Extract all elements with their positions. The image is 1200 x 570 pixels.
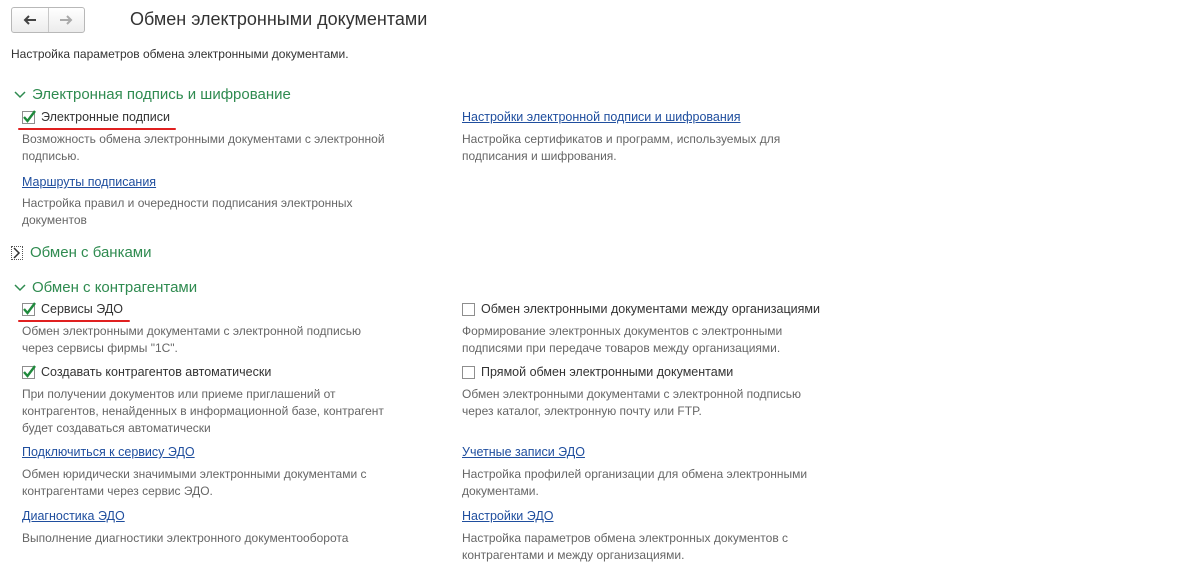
inter-org-label: Обмен электронными документами между организациями — [481, 302, 820, 316]
checkmark-icon — [22, 364, 37, 379]
edo-services-checkbox[interactable] — [22, 303, 35, 316]
auto-create-label: Создавать контрагентов автоматически — [41, 365, 272, 379]
edo-services-checkbox-row[interactable] — [22, 302, 123, 316]
auto-create-checkbox-row[interactable] — [22, 365, 271, 379]
auto-create-description: При получении документов или приеме приглашений от контрагентов, ненайденных в информационной базе, контрагент будет создаваться автоматически — [22, 387, 384, 435]
forward-button[interactable] — [48, 8, 85, 32]
signatures-description: Возможность обмена электронными документами с электронной подписью. — [22, 132, 385, 163]
edo-services-label: Сервисы ЭДО — [41, 302, 124, 316]
inter-org-checkbox[interactable] — [462, 303, 475, 316]
edo-services-description: Обмен электронными документами с электронной подписью через сервисы фирмы "1С". — [22, 324, 361, 355]
back-button[interactable] — [12, 8, 48, 32]
section-banks-header[interactable] — [11, 244, 152, 261]
section-counterparties-header[interactable] — [11, 279, 197, 296]
edo-settings-description: Настройка параметров обмена электронных документов с контрагентами и между организациями. — [462, 531, 789, 562]
inter-org-description: Формирование электронных документов с электронными подписями при передаче товаров между организациями. — [462, 324, 783, 355]
auto-create-checkbox[interactable] — [22, 366, 35, 379]
edo-settings-link[interactable]: Настройки ЭДО — [462, 509, 554, 523]
checkmark-icon — [22, 109, 37, 124]
edo-accounts-description: Настройка профилей организации для обмена электронными документами. — [462, 467, 808, 498]
diagnostics-link[interactable]: Диагностика ЭДО — [22, 509, 125, 523]
history-nav — [11, 7, 85, 33]
inter-org-checkbox-row[interactable] — [462, 302, 820, 316]
section-signature-title: Электронная подпись и шифрование — [32, 86, 291, 103]
direct-exchange-checkbox[interactable] — [462, 366, 475, 379]
direct-exchange-description: Обмен электронными документами с электронной подписью через каталог, электронную почту или FTP. — [462, 387, 801, 418]
chevron-right-icon — [11, 246, 23, 260]
edo-accounts-link[interactable]: Учетные записи ЭДО — [462, 445, 585, 459]
arrow-right-icon — [59, 15, 73, 25]
direct-exchange-label: Прямой обмен электронными документами — [481, 365, 734, 379]
section-signature-header[interactable] — [11, 86, 291, 103]
checkmark-icon — [22, 301, 37, 316]
signatures-label: Электронные подписи — [41, 110, 170, 124]
connect-edo-link[interactable]: Подключиться к сервису ЭДО — [22, 445, 195, 459]
diagnostics-description: Выполнение диагностики электронного документооборота — [22, 531, 349, 545]
page-subtitle: Настройка параметров обмена электронными документами. — [11, 47, 349, 61]
signature-settings-description: Настройка сертификатов и программ, используемых для подписания и шифрования. — [462, 132, 781, 163]
page-title: Обмен электронными документами — [130, 9, 428, 29]
connect-edo-description: Обмен юридически значимыми электронными документами с контрагентами через сервис ЭДО. — [22, 467, 367, 498]
chevron-down-icon — [11, 280, 29, 296]
highlight-underline — [18, 128, 176, 130]
direct-exchange-checkbox-row[interactable] — [462, 365, 733, 379]
signatures-checkbox-row[interactable] — [22, 110, 170, 124]
signing-routes-description: Настройка правил и очередности подписания электронных документов — [22, 196, 353, 227]
signature-settings-link[interactable]: Настройки электронной подписи и шифрования — [462, 110, 741, 124]
signatures-checkbox[interactable] — [22, 111, 35, 124]
highlight-underline — [18, 320, 130, 322]
section-counterparties-title: Обмен с контрагентами — [32, 279, 198, 296]
arrow-left-icon — [23, 15, 37, 25]
signing-routes-link[interactable]: Маршруты подписания — [22, 175, 157, 189]
chevron-down-icon — [11, 87, 29, 103]
section-banks-title: Обмен с банками — [30, 244, 152, 261]
